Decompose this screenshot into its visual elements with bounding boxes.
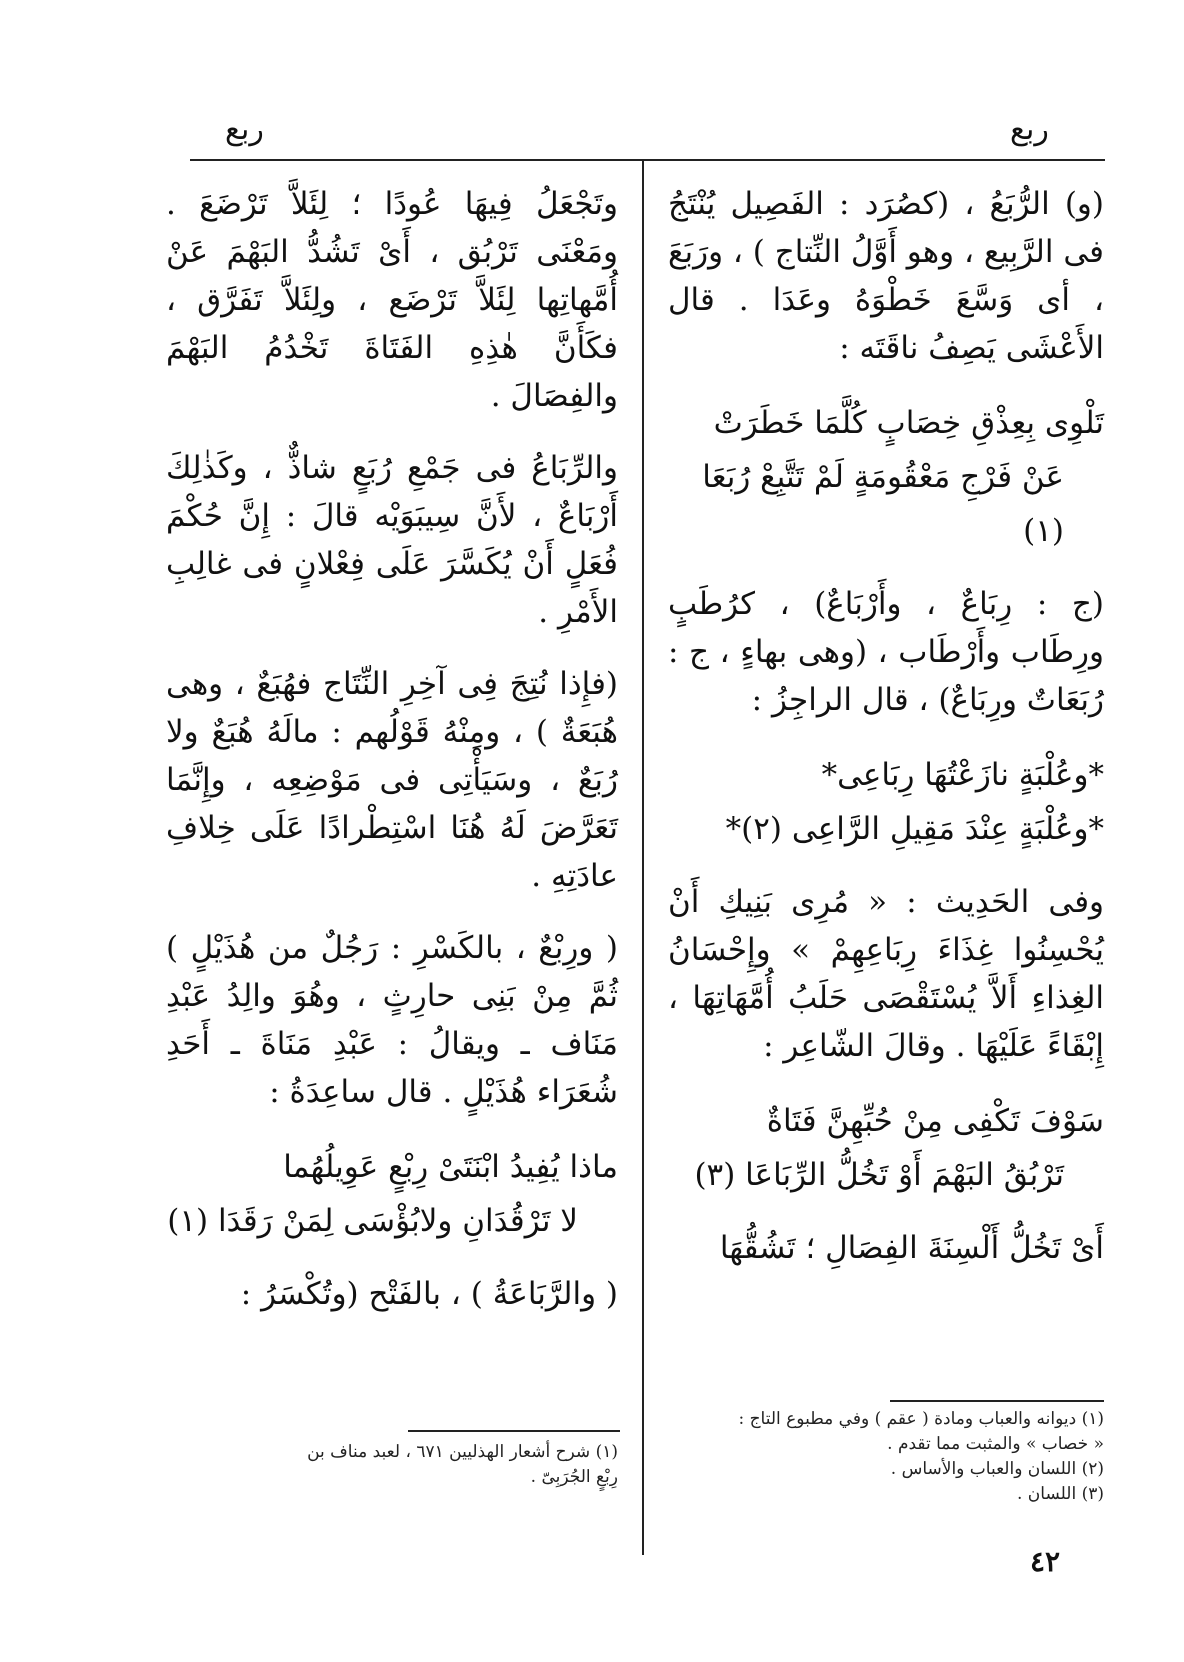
paragraph: ( ورِبْعٌ ، بالكَسْرِ : رَجُلٌ من هُذَيْلٍ ) ثُمَّ مِنْ بَنِى حارِثٍ ، وهُوَ والِدُ عَبْدِ مَنَاف ـ ويقالُ : عَبْدِ مَنَاةَ ـ أَحَدِ شُعَرَاء هُذَيْلٍ . قال ساعِدَةُ : <box>166 930 618 1110</box>
footnote-rule-left <box>408 1430 620 1432</box>
page-number: ٤٢ <box>1030 1545 1061 1578</box>
footnote: (٣) اللسان . <box>1017 1484 1104 1504</box>
running-headword-right: ربع <box>1010 112 1049 147</box>
footnote: (٢) اللسان والعباب والأساس . <box>890 1459 1104 1479</box>
left-column <box>166 180 618 1342</box>
verse-line: *وعُلْبَةٍ نازَعْتُهَا رِبَاعِى* <box>821 757 1104 793</box>
paragraph: وتَجْعَلُ فِيهَا عُودًا ؛ لِئَلاَّ تَرْضَعَ . ومَعْنَى تَرْبُق ، أَىْ تَشُدُّ البَهْمَ عَنْ أُمَّهاتِها لِئَلاَّ تَرْضَع ، ولِئَلاَّ تَفَرَّق ، فكَأَنَّ هٰذِهِ الفَتَاةَ تَخْدُمُ البَهْمَ والفِصَالَ . <box>166 186 618 414</box>
footnote: (١) شرح أشعار الهذليين ٦٧١ ، لعبد مناف بن <box>307 1442 618 1462</box>
verse-line: تَلْوِى بِعِذْقِ خِصَابٍ كُلَّمَا خَطَرَتْ <box>713 405 1104 441</box>
header-rule <box>190 159 1105 161</box>
verse-line: ماذا يُفِيدُ ابْنَتَىْ رِبْعٍ عَوِيلُهُما <box>283 1149 618 1185</box>
footnote-continuation: رِبْعٍ الجُرَبِىّ . <box>530 1467 618 1487</box>
verse-line: *وعُلْبَةٍ عِنْدَ مَقِيلِ الرَّاعِى (٢)* <box>725 811 1104 847</box>
paragraph: (و) الرُّبَعُ ، (كصُرَد : الفَصِيل يُنْتَجُ فى الرَّبِيع ، وهو أَوَّلُ النِّتاج ) ، ورَبَعَ ، أى وَسَّعَ خَطْوَهُ وعَدَا . قال الأَعْشَى يَصِفُ ناقَتَه : <box>668 186 1104 366</box>
verse-line: عَنْ فَرْجِ مَعْقُومَةٍ لَمْ تَتَّبِعْ رُبَعَا (١) <box>702 459 1064 549</box>
poem-verse <box>166 1140 618 1248</box>
poem-verse <box>668 396 1104 558</box>
footnote-rule-right <box>890 1400 1104 1402</box>
paragraph: (ج : رِبَاعٌ ، وأَرْبَاعٌ) ، كرُطَبٍ ورِطَاب وأَرْطَاب ، (وهى بهاءٍ ، ج : رُبَعَاتٌ ورِبَاعٌ) ، قال الراجِزُ : <box>668 586 1104 718</box>
paragraph: (فإِذا نُتِجَ فِى آخِرِ النِّتَاج فهُبَعٌ ، وهى هُبَعَةٌ ) ، ومِنْهُ قَوْلُهم : مالَهُ هُبَعٌ ولا رُبَعٌ ، وسَيَأْتِى فى مَوْضِعِه ، وإِنَّمَا تَعَرَّضَ لَهُ هُنَا اسْتِطْرادًا عَلَى خِلافِ عادَتِهِ . <box>166 666 618 894</box>
footnotes-right <box>680 1407 1104 1507</box>
column-divider <box>642 160 644 1555</box>
footnote: (١) ديوانه والعباب ومادة ( عقم ) وفي مطبوع التاج : <box>738 1409 1104 1429</box>
poem-verse <box>668 1094 1104 1202</box>
rajaz-verse <box>668 748 1104 856</box>
paragraph: والرِّبَاعُ فى جَمْعِ رُبَعٍ شاذٌّ ، وكَذٰلِكَ أَرْبَاعٌ ، لأَنَّ سِيبَوَيْه قالَ : إِنَّ حُكْمَ فُعَلٍ أَنْ يُكَسَّرَ عَلَى فِعْلانٍ فى غالِبِ الأَمْرِ . <box>166 450 618 630</box>
paragraph: ( والرَّبَاعَةُ ) ، بالفَتْح (وتُكْسَرُ : <box>240 1276 618 1312</box>
running-headword-left: ربع <box>225 112 264 147</box>
footnote-continuation: « خصاب » والمثبت مما تقدم . <box>887 1434 1104 1454</box>
verse-line: لا تَرْقُدَانِ ولابُؤْسَى لِمَنْ رَقَدَا (١) <box>167 1203 578 1239</box>
right-column <box>668 180 1104 1296</box>
paragraph: أَىْ تَخُلُّ أَلْسِنَةَ الفِصَالِ ؛ تَشُقُّهَا <box>719 1230 1104 1266</box>
verse-line: سَوْفَ تَكْفِى مِنْ حُبِّهِنَّ فَتَاةٌ <box>766 1103 1104 1139</box>
verse-line: تَرْبُقُ البَهْمَ أَوْ تَخُلُّ الرِّبَاعَا (٣) <box>694 1157 1064 1193</box>
footnotes-left <box>166 1440 618 1490</box>
paragraph: وفى الحَدِيث : « مُرِى بَنِيكِ أَنْ يُحْسِنُوا غِذَاءَ رِبَاعِهِمْ » وإِحْسَانُ الغِذاءِ أَلاَّ يُسْتَقْصَى حَلَبُ أُمَّهَاتِهَا ، إِبْقَاءً عَلَيْهَا . وقالَ الشّاعِر : <box>668 884 1104 1064</box>
